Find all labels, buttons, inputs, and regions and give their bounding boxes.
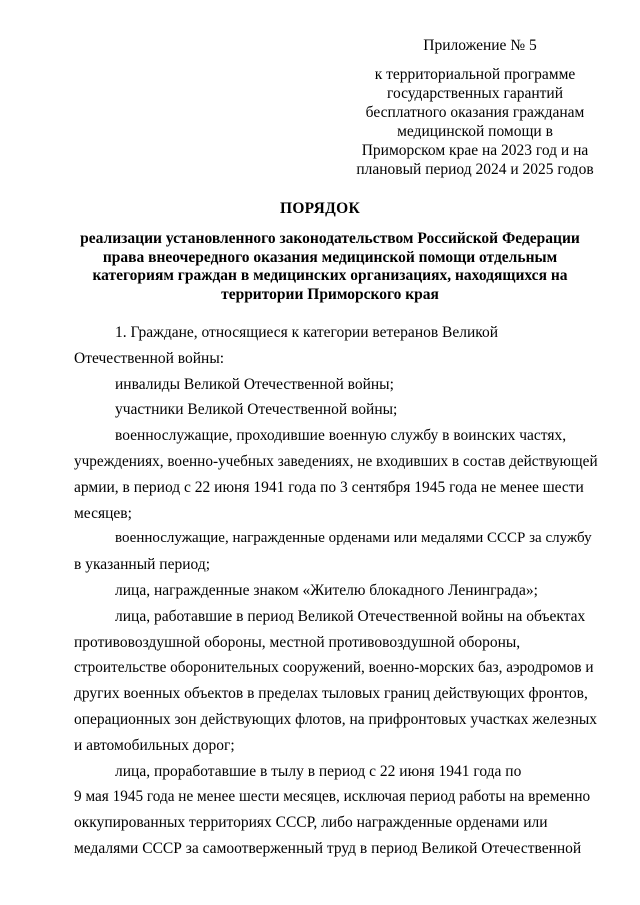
document-title: ПОРЯДОК bbox=[279, 200, 361, 217]
body-line: 1. Граждане, относящиеся к категории ветеранов Великой bbox=[115, 324, 499, 341]
body-line: учреждениях, военно-учебных заведениях, не входивших в состав действующей bbox=[74, 452, 598, 470]
appendix-line: государственных гарантий bbox=[387, 85, 563, 102]
appendix-line: к территориальной программе bbox=[374, 66, 576, 83]
appendix-block bbox=[345, 36, 605, 179]
body-line: в указанный период; bbox=[74, 556, 211, 574]
body-line: операционных зон действующих флотов, на прифронтовых участках железных bbox=[74, 710, 598, 728]
appendix-line: плановый период 2024 и 2025 годов bbox=[356, 161, 594, 178]
body-line: оккупированных территориях СССР, либо награжденные орденами или bbox=[74, 814, 548, 832]
body-line: строительстве оборонительных сооружений, военно-морских баз, аэродромов и bbox=[74, 659, 594, 677]
appendix-line: Приморском крае на 2023 год и на bbox=[361, 142, 589, 159]
body-line: и автомобильных дорог; bbox=[74, 736, 235, 754]
subtitle-line: реализации установленного законодательством Российской Федерации bbox=[80, 230, 580, 247]
body-line: лица, награжденные знаком «Жителю блокадного Ленинграда»; bbox=[115, 581, 538, 599]
body-line: военнослужащие, награжденные орденами или медалями СССР за службу bbox=[115, 530, 592, 547]
document-body bbox=[74, 320, 598, 862]
body-line: лица, проработавшие в тылу в период с 22 июня 1941 года по bbox=[115, 762, 522, 780]
body-line: медалями СССР за самоотверженный труд в период Великой Отечественной bbox=[74, 839, 582, 857]
body-line: месяцев; bbox=[74, 504, 132, 522]
body-line: участники Великой Отечественной войны; bbox=[115, 401, 398, 419]
appendix-title: Приложение № 5 bbox=[423, 37, 537, 54]
body-line: армии, в период с 22 июня 1941 года по 3 сентября 1945 года не менее шести bbox=[74, 478, 584, 496]
appendix-line: медицинской помощи в bbox=[397, 123, 553, 140]
appendix-line: бесплатного оказания гражданам bbox=[365, 104, 585, 121]
body-line: других военных объектов в пределах тыловых границ действующих фронтов, bbox=[74, 685, 588, 703]
body-line: военнослужащие, проходившие военную службу в воинских частях, bbox=[115, 427, 567, 445]
subtitle-line: территории Приморского края bbox=[221, 285, 439, 303]
body-line: 9 мая 1945 года не менее шести месяцев, исключая период работы на временно bbox=[74, 788, 591, 806]
subtitle-line: категориям граждан в медицинских организациях, находящихся на bbox=[92, 267, 568, 284]
body-line: Отечественной войны: bbox=[74, 349, 225, 367]
body-line: инвалиды Великой Отечественной войны; bbox=[115, 375, 394, 393]
body-line: лица, работавшие в период Великой Отечественной войны на объектах bbox=[115, 607, 586, 625]
body-line: противовоздушной обороны, местной противовоздушной обороны, bbox=[74, 633, 521, 651]
subtitle-line: права внеочередного оказания медицинской помощи отдельным bbox=[102, 248, 558, 266]
document-subtitle bbox=[60, 230, 600, 304]
